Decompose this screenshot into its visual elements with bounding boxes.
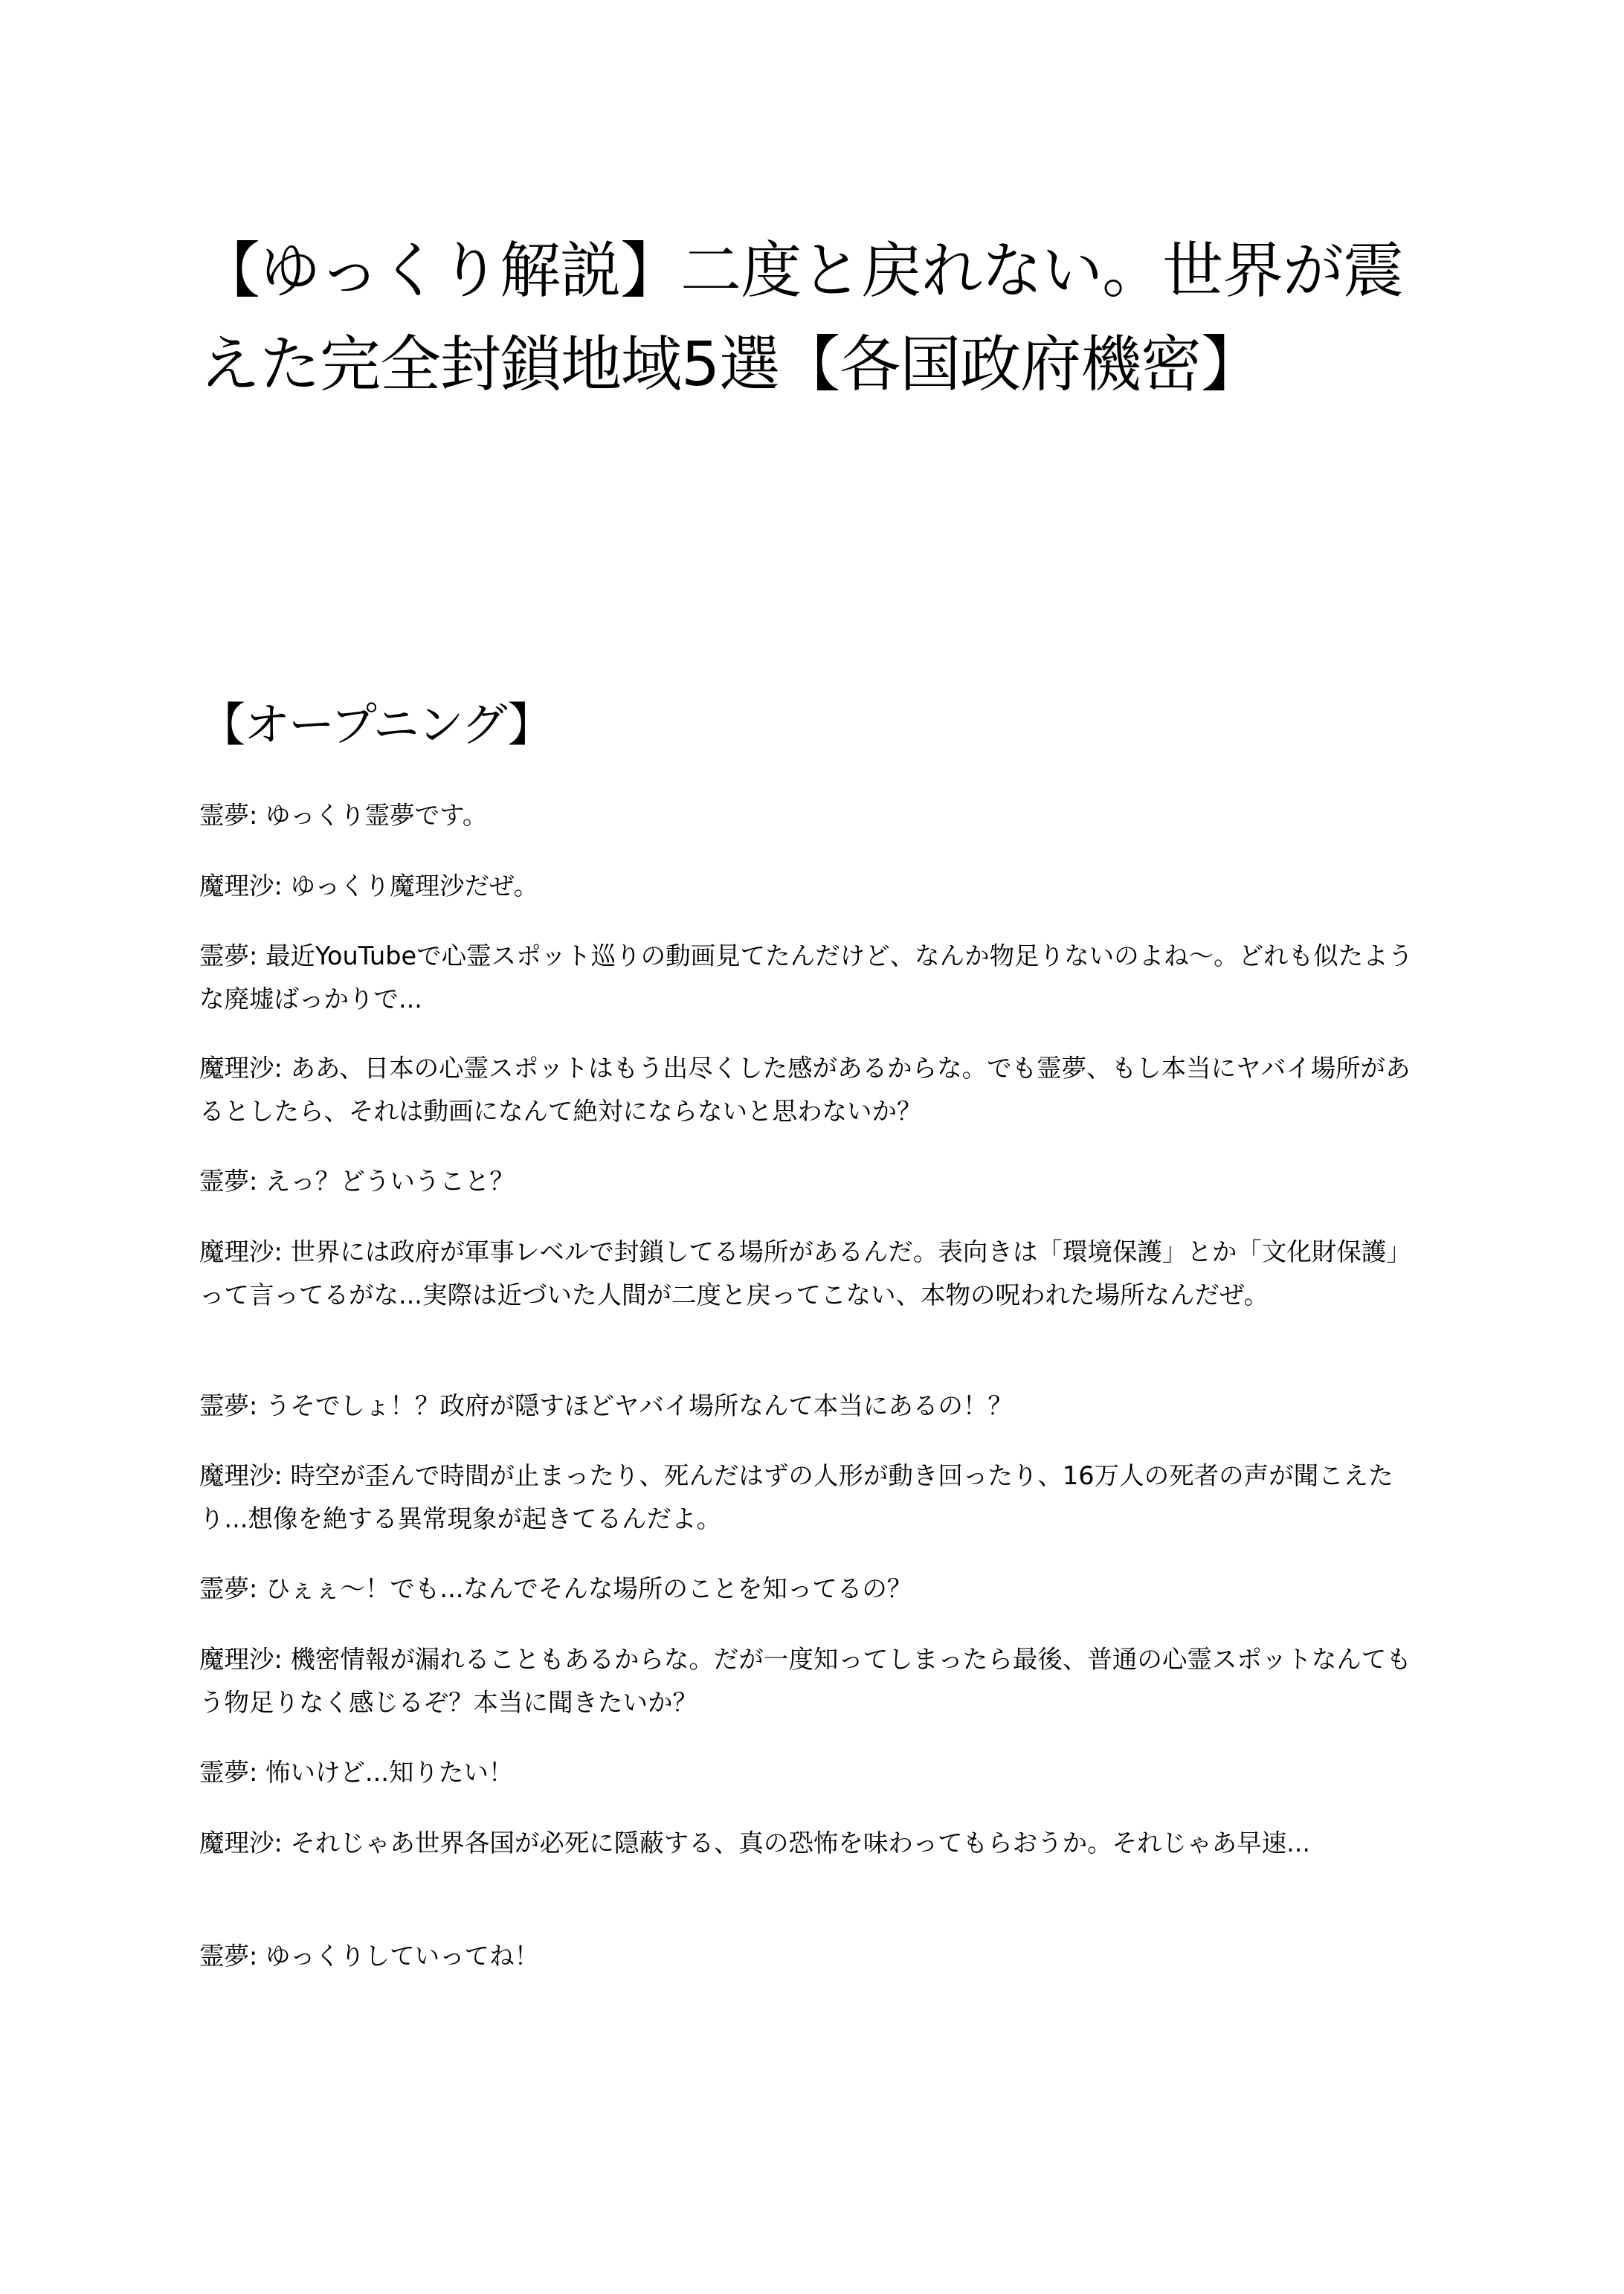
- speaker-separator: :: [249, 801, 265, 830]
- dialogue-text: 最近YouTubeで心霊スポット巡りの動画見てたんだけど、なんか物足りないのよね〜。どれも似たような廃墟ばっかりで...: [199, 941, 1414, 1014]
- dialogue-line: [199, 1231, 1434, 1317]
- speaker-separator: :: [249, 1391, 265, 1420]
- speaker-separator: :: [249, 1758, 265, 1787]
- dialogue-line: [199, 1935, 1434, 1978]
- speaker-name: 魔理沙: [199, 871, 274, 900]
- dialogue-line: [199, 1751, 1434, 1794]
- dialogue-text: ああ、日本の心霊スポットはもう出尽くした感があるからな。でも霊夢、もし本当にヤバイ場所があるとしたら、それは動画になんて絶対にならないと思わないか？: [199, 1054, 1411, 1126]
- speaker-name: 霊夢: [199, 1758, 249, 1787]
- dialogue-text: 機密情報が漏れることもあるからな。だが一度知ってしまったら最後、普通の心霊スポットなんてもう物足りなく感じるぞ？本当に聞きたいか？: [199, 1645, 1411, 1717]
- dialogue-text: ゆっくりしていってね！: [265, 1942, 540, 1971]
- speaker-name: 魔理沙: [199, 1645, 274, 1674]
- dialogue-text: それじゃあ世界各国が必死に隠蔽する、真の恐怖を味わってもらおうか。それじゃあ早速...: [290, 1829, 1311, 1858]
- dialogue-text: 世界には政府が軍事レベルで封鎖してる場所があるんだ。表向きは「環境保護」とか「文化財保護」って言ってるがな...実際は近づいた人間が二度と戻ってこない、本物の呪われた場所なんだぜ。: [199, 1237, 1411, 1309]
- speaker-name: 霊夢: [199, 1942, 249, 1971]
- dialogue-line: [199, 935, 1434, 1021]
- dialogue-text: 怖いけど...知りたい！: [265, 1758, 514, 1787]
- speaker-name: 霊夢: [199, 1167, 249, 1196]
- speaker-separator: :: [274, 1237, 291, 1266]
- dialogue-text: ゆっくり魔理沙だぜ。: [290, 871, 539, 900]
- speaker-separator: :: [274, 1645, 291, 1674]
- speaker-name: 魔理沙: [199, 1054, 274, 1083]
- speaker-separator: :: [274, 1829, 291, 1858]
- dialogue-line: [199, 1160, 1434, 1203]
- dialogue-text: ゆっくり霊夢です。: [265, 801, 488, 830]
- speaker-separator: :: [249, 941, 265, 970]
- dialogue-line: [199, 865, 1434, 908]
- dialogue-line: [199, 1638, 1434, 1724]
- dialogue-text: ひぇぇ〜！でも...なんでそんな場所のことを知ってるの？: [265, 1574, 912, 1603]
- speaker-name: 魔理沙: [199, 1829, 274, 1858]
- speaker-name: 霊夢: [199, 1574, 249, 1603]
- speaker-name: 魔理沙: [199, 1461, 274, 1490]
- speaker-separator: :: [249, 1167, 265, 1196]
- speaker-name: 霊夢: [199, 1391, 249, 1420]
- speaker-name: 魔理沙: [199, 1237, 274, 1266]
- dialogue-text: うそでしょ！？政府が隠すほどヤバイ場所なんて本当にあるの！？: [265, 1391, 1013, 1420]
- dialogue-line: [199, 794, 1434, 837]
- dialogue-line: [199, 1568, 1434, 1611]
- speaker-separator: :: [249, 1574, 265, 1603]
- speaker-separator: :: [274, 1461, 291, 1490]
- document-title: 【ゆっくり解説】二度と戻れない。世界が震えた完全封鎖地域5選【各国政府機密】: [199, 236, 1404, 400]
- section-heading-opening: 【オープニング】: [199, 697, 552, 752]
- speaker-separator: :: [249, 1942, 265, 1971]
- dialogue-text: 時空が歪んで時間が止まったり、死んだはずの人形が動き回ったり、16万人の死者の声が聞こえたり...想像を絶する異常現象が起きてるんだよ。: [199, 1461, 1393, 1533]
- dialogue-line: [199, 1454, 1434, 1541]
- dialogue-line: [199, 1047, 1434, 1133]
- dialogue-line: [199, 1385, 1434, 1428]
- speaker-name: 霊夢: [199, 801, 249, 830]
- dialogue-line: [199, 1822, 1434, 1865]
- dialogue-text: えっ？どういうこと？: [265, 1167, 515, 1196]
- speaker-separator: :: [274, 871, 291, 900]
- speaker-separator: :: [274, 1054, 291, 1083]
- speaker-name: 霊夢: [199, 941, 249, 970]
